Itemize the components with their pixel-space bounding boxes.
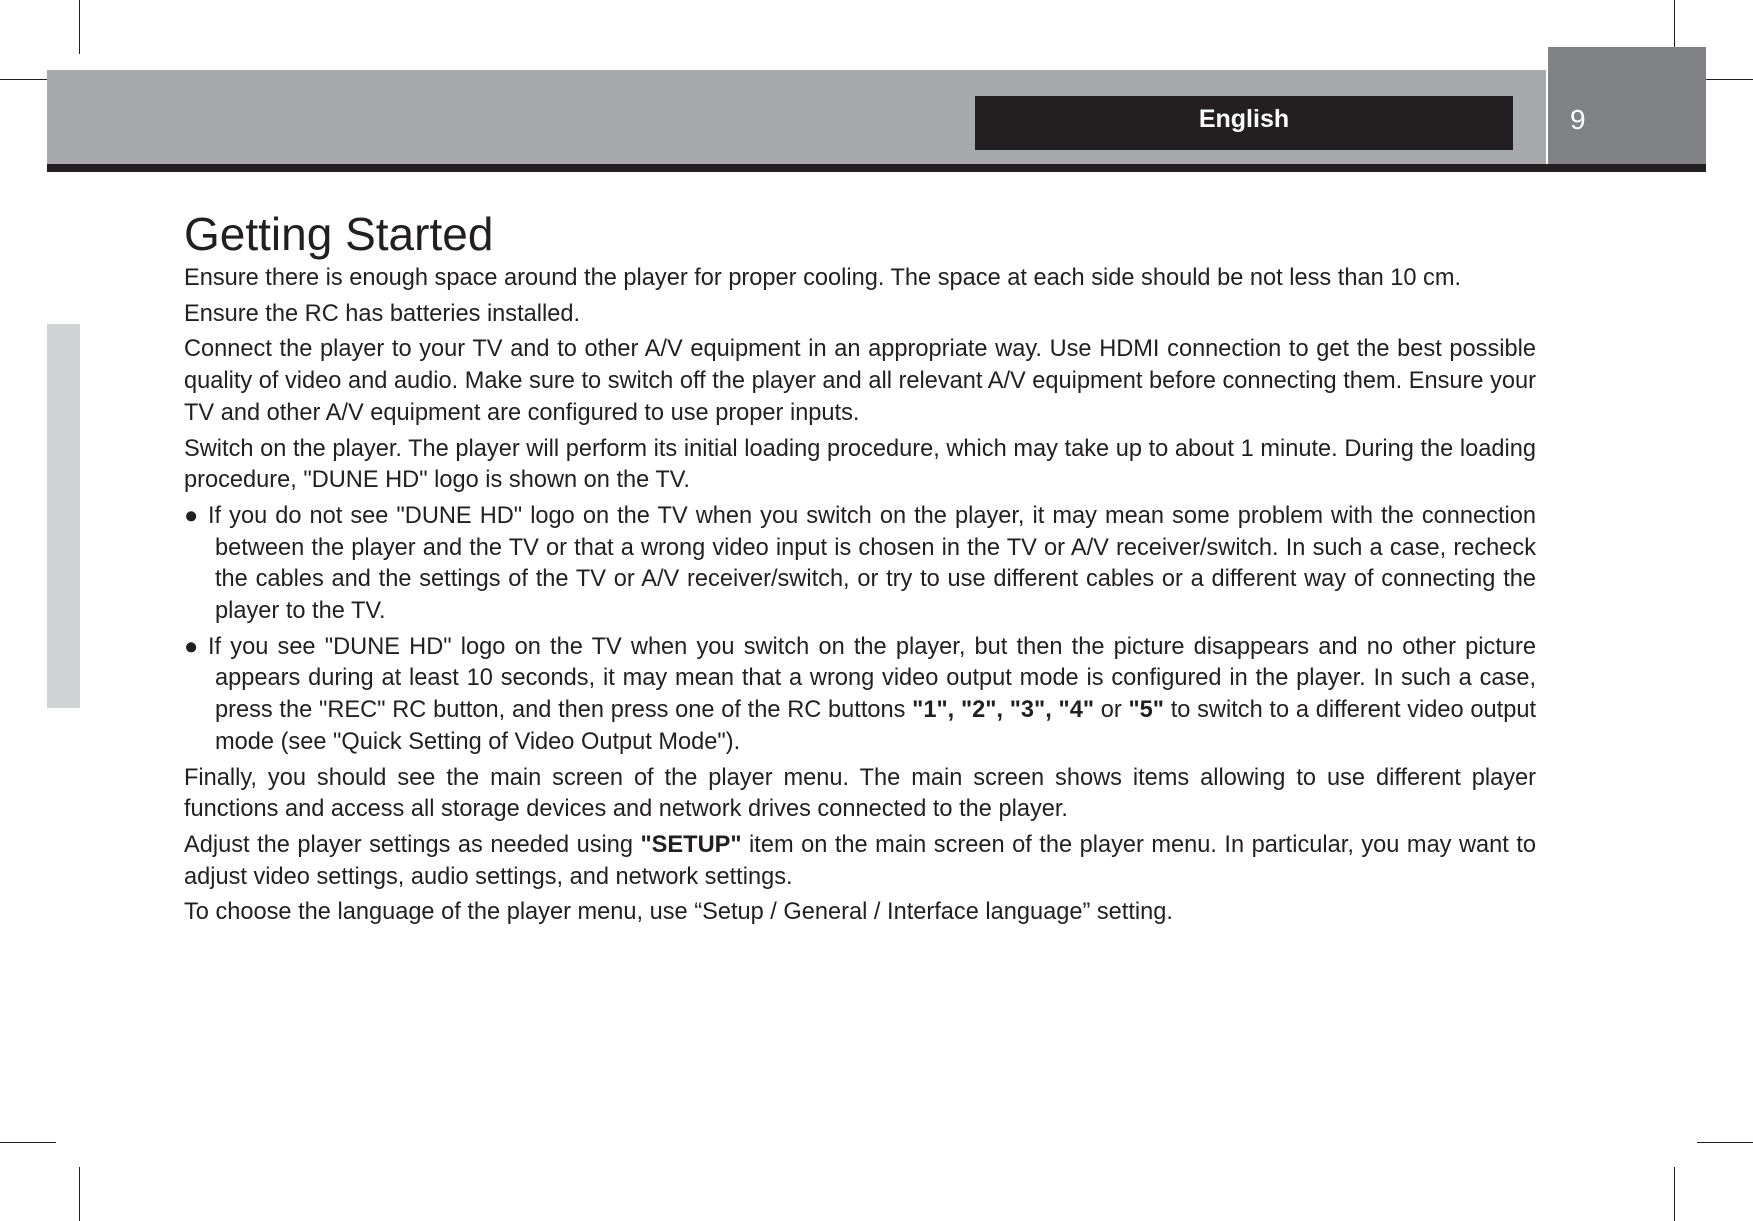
language-label: English	[1198, 105, 1290, 133]
page-content	[184, 206, 1536, 933]
button-five-bold: "5"	[1128, 697, 1164, 724]
bullet-text: to switch to a different video output mode (see "Quick Setting of Video Output Mode").	[215, 697, 1536, 755]
bullet-text: If you do not see "DUNE HD" logo on the TV when you switch on the player, it may mean some problem with the connection between the player and the TV or that a wrong video input is chosen in the TV or A/V receiver/switch. In such a case, recheck the cables and the settings of the TV or A/V receiver/switch, or try to use different cables or a different way of connecting the player to the TV.	[208, 502, 1536, 625]
paragraph-language: To choose the language of the player menu, use “Setup / General / Interface language” setting.	[184, 899, 1173, 926]
setup-text: item on the main screen of the player menu. In particular, you may want to adjust video settings, audio settings, and network settings.	[184, 831, 1536, 890]
side-bar	[47, 324, 80, 708]
paragraph-main-screen: Finally, you should see the main screen of the player menu. The main screen shows items allowing to use different player functions and access all storage devices and network drives connected to the player.	[184, 764, 1536, 823]
crop-mark	[0, 1142, 56, 1143]
button-list-bold: "1", "2", "3", "4"	[912, 697, 1095, 724]
crop-mark	[1697, 1142, 1753, 1143]
paragraph-cooling: Ensure there is enough space around the player for proper cooling. The space at each side should be not less than 10 cm.	[184, 265, 1462, 291]
bullet-icon: ●	[184, 502, 199, 529]
crop-mark	[79, 0, 80, 54]
crop-mark	[1674, 1167, 1675, 1221]
setup-text: Adjust the player settings as needed using	[184, 831, 641, 858]
page-title: Getting Started	[184, 208, 494, 260]
paragraph-batteries: Ensure the RC has batteries installed.	[184, 300, 581, 327]
header-rule	[47, 164, 1706, 172]
paragraph-setup	[184, 830, 1536, 893]
bullet-picture-disappears	[184, 632, 1536, 759]
setup-bold: "SETUP"	[640, 831, 742, 858]
bullet-icon: ●	[184, 633, 199, 660]
bullet-text: If you see "DUNE HD" logo on the TV when you switch on the player, but then the picture disappears and no other picture appears during at least 10 seconds, it may mean that a wrong video output mode is configured in the player. In such a case, press the "REC" RC button, and then press one of the RC buttons	[208, 633, 1536, 724]
bullet-no-logo	[184, 501, 1536, 628]
crop-mark	[1674, 0, 1675, 54]
paragraph-switch-on: Switch on the player. The player will perform its initial loading procedure, which may take up to about 1 minute. During the loading procedure, "DUNE HD" logo is shown on the TV.	[184, 435, 1536, 494]
language-tab	[975, 96, 1513, 150]
bullet-text: or	[1094, 697, 1129, 724]
paragraph-connect: Connect the player to your TV and to other A/V equipment in an appropriate way. Use HDMI connection to get the best possible quality of video and audio. Make sure to switch off the player and all relevant A/V equipment before connecting them. Ensure your TV and other A/V equipment are configured to use proper inputs.	[184, 336, 1536, 426]
crop-mark	[79, 1167, 80, 1221]
page-number: 9	[1570, 104, 1586, 135]
